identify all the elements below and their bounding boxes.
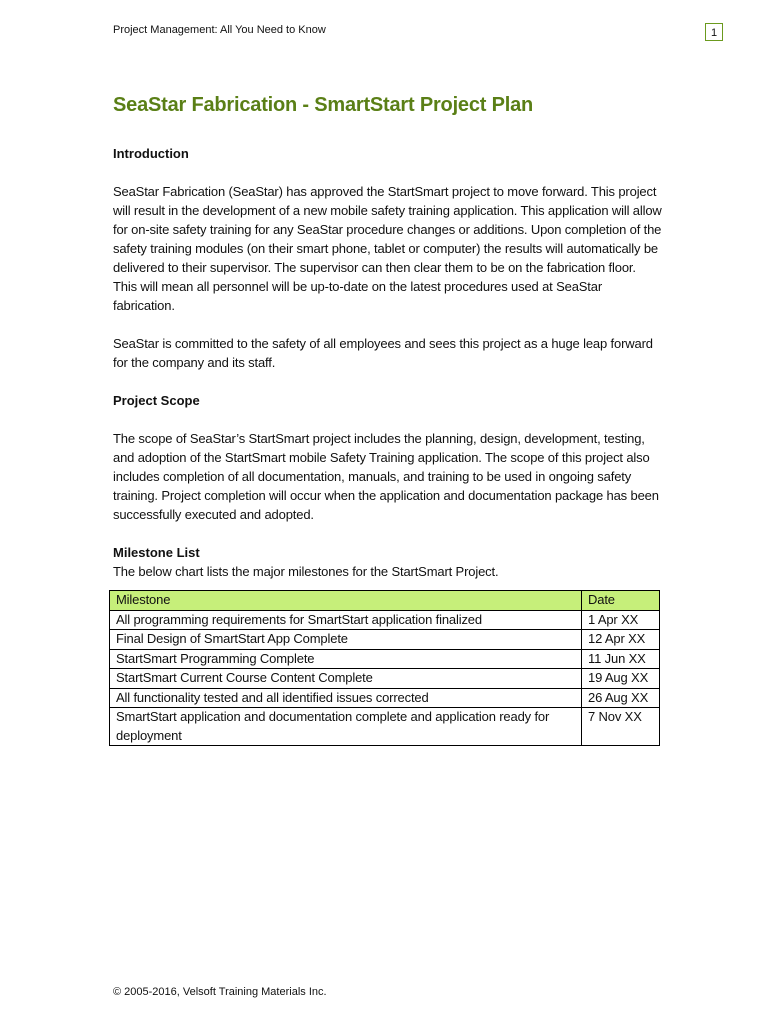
milestone-cell: StartSmart Programming Complete: [110, 649, 582, 669]
table-row: [110, 649, 660, 669]
footer-copyright: © 2005-2016, Velsoft Training Materials Inc.: [113, 986, 327, 998]
page-number-box: 1: [705, 23, 723, 41]
document-title: SeaStar Fabrication - SmartStart Project Plan: [113, 94, 534, 116]
scope-paragraph: The scope of SeaStar’s StartSmart project includes the planning, design, development, testing, and adoption of the StartSmart mobile Safety Training application. The scope of this project also includes completion of all documentation, manuals, and training to be used in ongoing safety training. Project completion will occur when the application and documentation package has been successfully executed and adopted.: [113, 431, 659, 522]
milestone-cell: StartSmart Current Course Content Complete: [110, 669, 582, 689]
introduction-heading: Introduction: [113, 146, 189, 161]
date-column-header: Date: [582, 591, 660, 611]
milestone-column-header: Milestone: [110, 591, 582, 611]
table-row: [110, 630, 660, 650]
milestone-heading: Milestone List: [113, 545, 200, 560]
table-row: [110, 669, 660, 689]
table-row: [110, 688, 660, 708]
milestone-table-header-row: [110, 591, 660, 611]
table-row: [110, 610, 660, 630]
date-cell: 12 Apr XX: [582, 630, 660, 650]
introduction-paragraph-1: SeaStar Fabrication (SeaStar) has approved the StartSmart project to move forward. This project will result in the development of a new mobile safety training application. This application will allow for on-site safety training for any SeaStar procedure changes or additions. Upon completion of the safety training modules (on their smart phone, tablet or computer) the results will automatically be delivered to their supervisor. The supervisor can then clear them to be on the fabrication floor. This will mean all personnel will be up-to-date on the latest procedures used at SeaStar fabrication.: [113, 184, 662, 313]
date-cell: 11 Jun XX: [582, 649, 660, 669]
date-cell: 7 Nov XX: [582, 708, 660, 746]
milestone-intro: The below chart lists the major milestones for the StartSmart Project.: [113, 564, 499, 579]
document-body: [113, 92, 663, 746]
milestone-cell: All functionality tested and all identified issues corrected: [110, 688, 582, 708]
scope-heading: Project Scope: [113, 393, 200, 408]
introduction-paragraph-2: SeaStar is committed to the safety of all employees and sees this project as a huge leap forward for the company and its staff.: [113, 336, 653, 370]
running-header: Project Management: All You Need to Know: [113, 24, 326, 36]
milestone-cell: All programming requirements for SmartStart application finalized: [110, 610, 582, 630]
date-cell: 19 Aug XX: [582, 669, 660, 689]
date-cell: 1 Apr XX: [582, 610, 660, 630]
date-cell: 26 Aug XX: [582, 688, 660, 708]
table-row: [110, 708, 660, 746]
milestone-table: [109, 590, 660, 746]
milestone-cell: SmartStart application and documentation complete and application ready for deployment: [110, 708, 582, 746]
milestone-cell: Final Design of SmartStart App Complete: [110, 630, 582, 650]
